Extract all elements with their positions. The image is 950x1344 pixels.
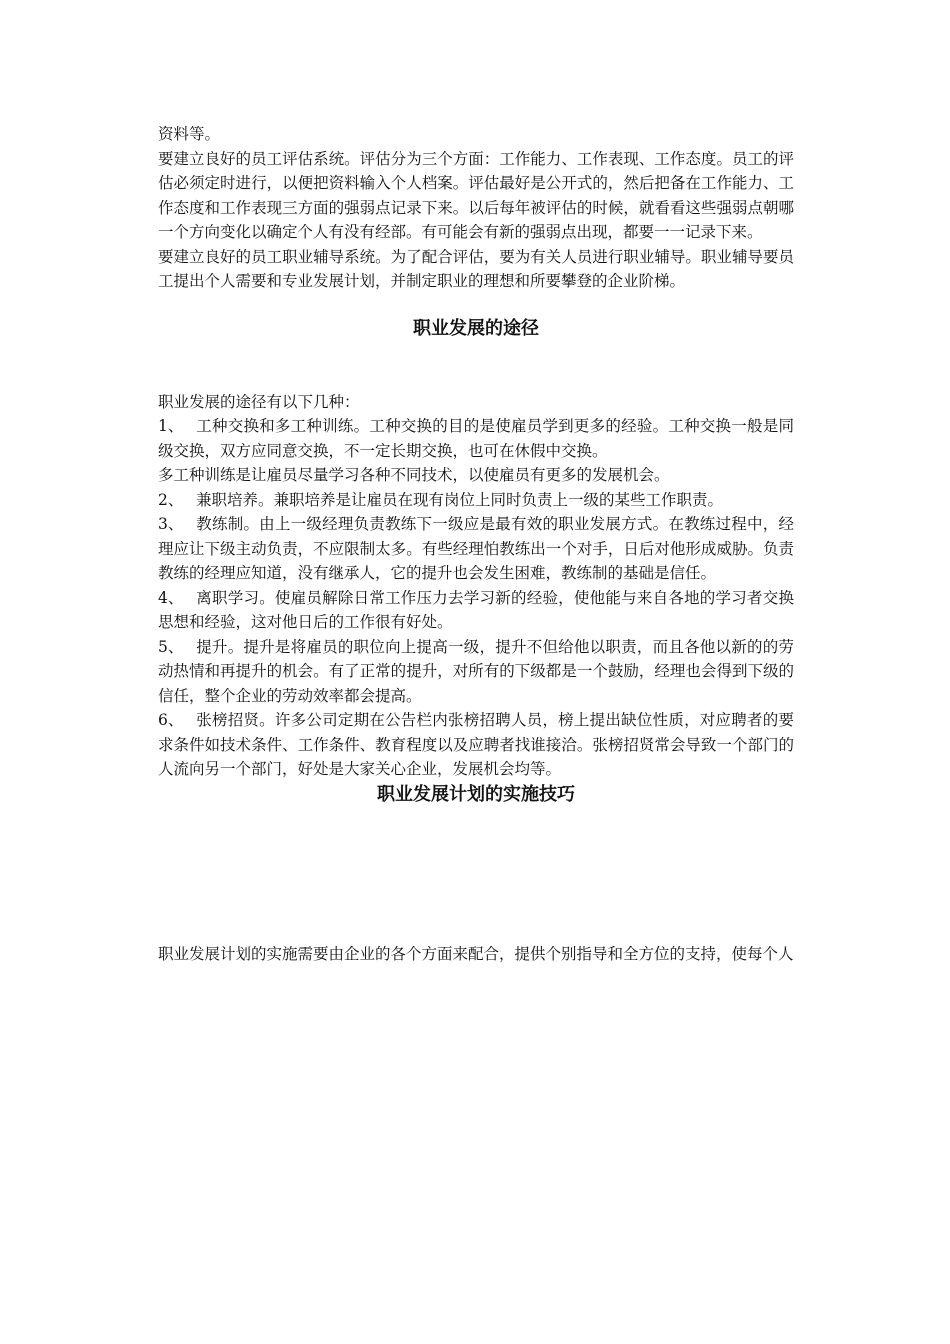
list-number: 5、: [158, 637, 184, 656]
paragraph-paths-intro: 职业发展的途径有以下几种：: [158, 392, 360, 411]
heading-career-paths: 职业发展的途径: [413, 317, 539, 339]
paragraph-counseling-system: 要建立良好的员工职业辅导系统。为了配合评估，要为有关人员进行职业辅导。职业辅导要员工提出个人需要和专业发展计划，并制定职业的理想和所要攀登的企业阶梯。: [158, 247, 794, 290]
list-number: 2、: [158, 490, 184, 509]
list-item-text: 张榜招贤。许多公司定期在公告栏内张榜招聘人员，榜上提出缺位性质，对应聘者的要求条件如技术条件、工作条件、教育程度以及应聘者找谁接洽。张榜招贤常会导致一个部门的人流向另一个部门，好处是大家关心企业，发展机会均等。: [158, 711, 794, 778]
paragraph-continued: 资料等。: [158, 125, 221, 143]
list-number: 3、: [158, 515, 184, 533]
list-item-6: [158, 708, 794, 782]
list-number: 6、: [158, 711, 184, 729]
list-item-3: [158, 512, 794, 586]
list-item-text: 工种交换和多工种训练。工种交换的目的是使雇员学到更多的经验。工种交换一般是同级交换，双方应同意交换，不一定长期交换，也可在休假中交换。: [158, 417, 794, 460]
list-item-text: 兼职培养。兼职培养是让雇员在现有岗位上同时负责上一级的某些工作职责。: [196, 490, 724, 509]
list-item-1: [158, 414, 794, 463]
list-item-text: 提升。提升是将雇员的职位向上提高一级，提升不但给他以职责，而且各他以新的的劳动热情和再提升的机会。有了正常的提升，对所有的下级都是一个鼓励，经理也会得到下级的信任，整个企业的劳动效率都会提高。: [158, 637, 794, 705]
list-item-text: 多工种训练是让雇员尽量学习各种不同技术，以使雇员有更多的发展机会。: [158, 466, 670, 484]
clipped-text: 职业发展计划的实施需要由企业的各个方面来配合，提供个别指导和全方位的支持，使每个人: [158, 945, 794, 963]
heading-implementation-skills: 职业发展计划的实施技巧: [377, 783, 575, 805]
clipped-text-line: [158, 936, 794, 963]
list-number: 4、: [158, 588, 184, 607]
list-item-5: [158, 635, 794, 709]
list-number: 1、: [158, 417, 184, 435]
list-item-2: [158, 488, 794, 513]
list-item-text: 教练制。由上一级经理负责教练下一级应是最有效的职业发展方式。在教练过程中，经理应让下级主动负责，不应限制太多。有些经理怕教练出一个对手，日后对他形成威胁。负责教练的经理应知道，没有继承人，它的提升也会发生困难，教练制的基础是信任。: [158, 515, 794, 582]
paragraph-evaluation-system: 要建立良好的员工评估系统。评估分为三个方面：工作能力、工作表现、工作态度。员工的评估必须定时进行，以便把资料输入个人档案。评估最好是公开式的，然后把备在工作能力、工作态度和工作表现三方面的强弱点记录下来。以后每年被评估的时候，就看看这些强弱点朝哪一个方向变化以确定个人有没有经部。有可能会有新的强弱点出现，都要一一记录下来。: [158, 149, 794, 241]
list-item-text: 离职学习。使雇员解除日常工作压力去学习新的经验，使他能与来自各地的学习者交换思想和经验，这对他日后的工作很有好处。: [158, 588, 794, 631]
document-body: [158, 122, 794, 808]
list-item-1-continued: [158, 463, 794, 488]
list-item-4: [158, 586, 794, 635]
